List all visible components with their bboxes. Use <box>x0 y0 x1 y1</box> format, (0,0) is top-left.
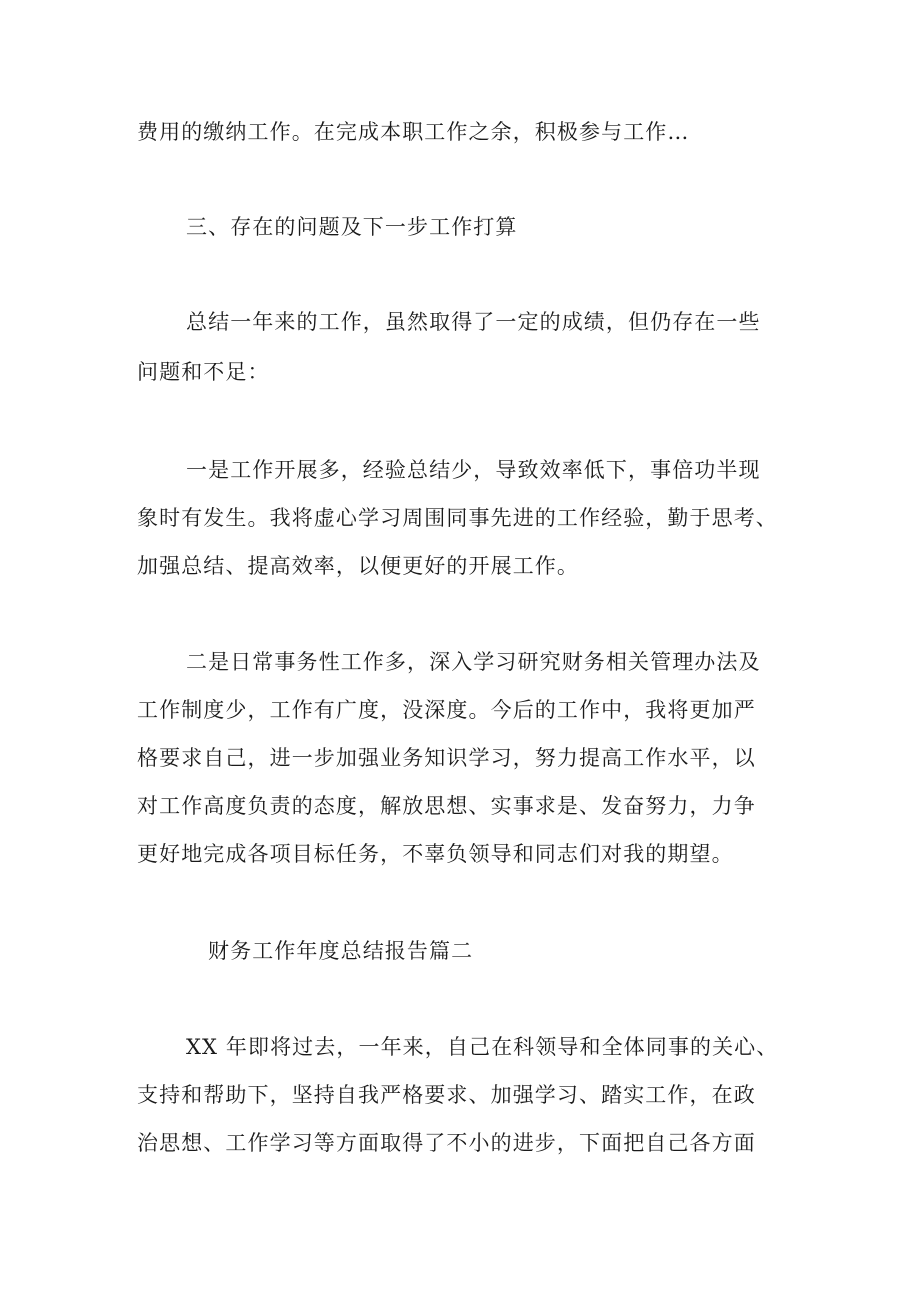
paragraph-line: XX 年即将过去，一年来，自己在科领导和全体同事的关心、 <box>186 1035 779 1059</box>
paragraph-line: 一是工作开展多，经验总结少，导致效率低下，事倍功半现 <box>186 458 761 482</box>
paragraph-line: 治思想、工作学习等方面取得了不小的进步，下面把自己各方面 <box>137 1131 756 1155</box>
paragraph-line: 对工作高度负责的态度，解放思想、实事求是、发奋努力，力争 <box>137 794 756 818</box>
paragraph-line: 象时有发生。我将虚心学习周围同事先进的工作经验，勤于思考、 <box>137 506 778 530</box>
paragraph-line: 费用的缴纳工作。在完成本职工作之余，积极参与工作… <box>137 120 690 144</box>
paragraph-line: 格要求自己，进一步加强业务知识学习，努力提高工作水平，以 <box>137 746 756 770</box>
paragraph-line: 支持和帮助下，坚持自我严格要求、加强学习、踏实工作，在政 <box>137 1083 756 1107</box>
paragraph-line: 问题和不足： <box>137 360 270 384</box>
paragraph-line: 总结一年来的工作，虽然取得了一定的成绩，但仍存在一些 <box>186 310 761 334</box>
section-heading: 三、存在的问题及下一步工作打算 <box>186 215 518 239</box>
paragraph-line: 更好地完成各项目标任务，不辜负领导和同志们对我的期望。 <box>137 842 734 866</box>
article-title: 财务工作年度总结报告篇二 <box>208 939 474 963</box>
paragraph-line: 工作制度少，工作有广度，没深度。今后的工作中，我将更加严 <box>137 698 756 722</box>
paragraph-line: 二是日常事务性工作多，深入学习研究财务相关管理办法及 <box>186 650 761 674</box>
paragraph-line: 加强总结、提高效率，以便更好的开展工作。 <box>137 554 579 578</box>
